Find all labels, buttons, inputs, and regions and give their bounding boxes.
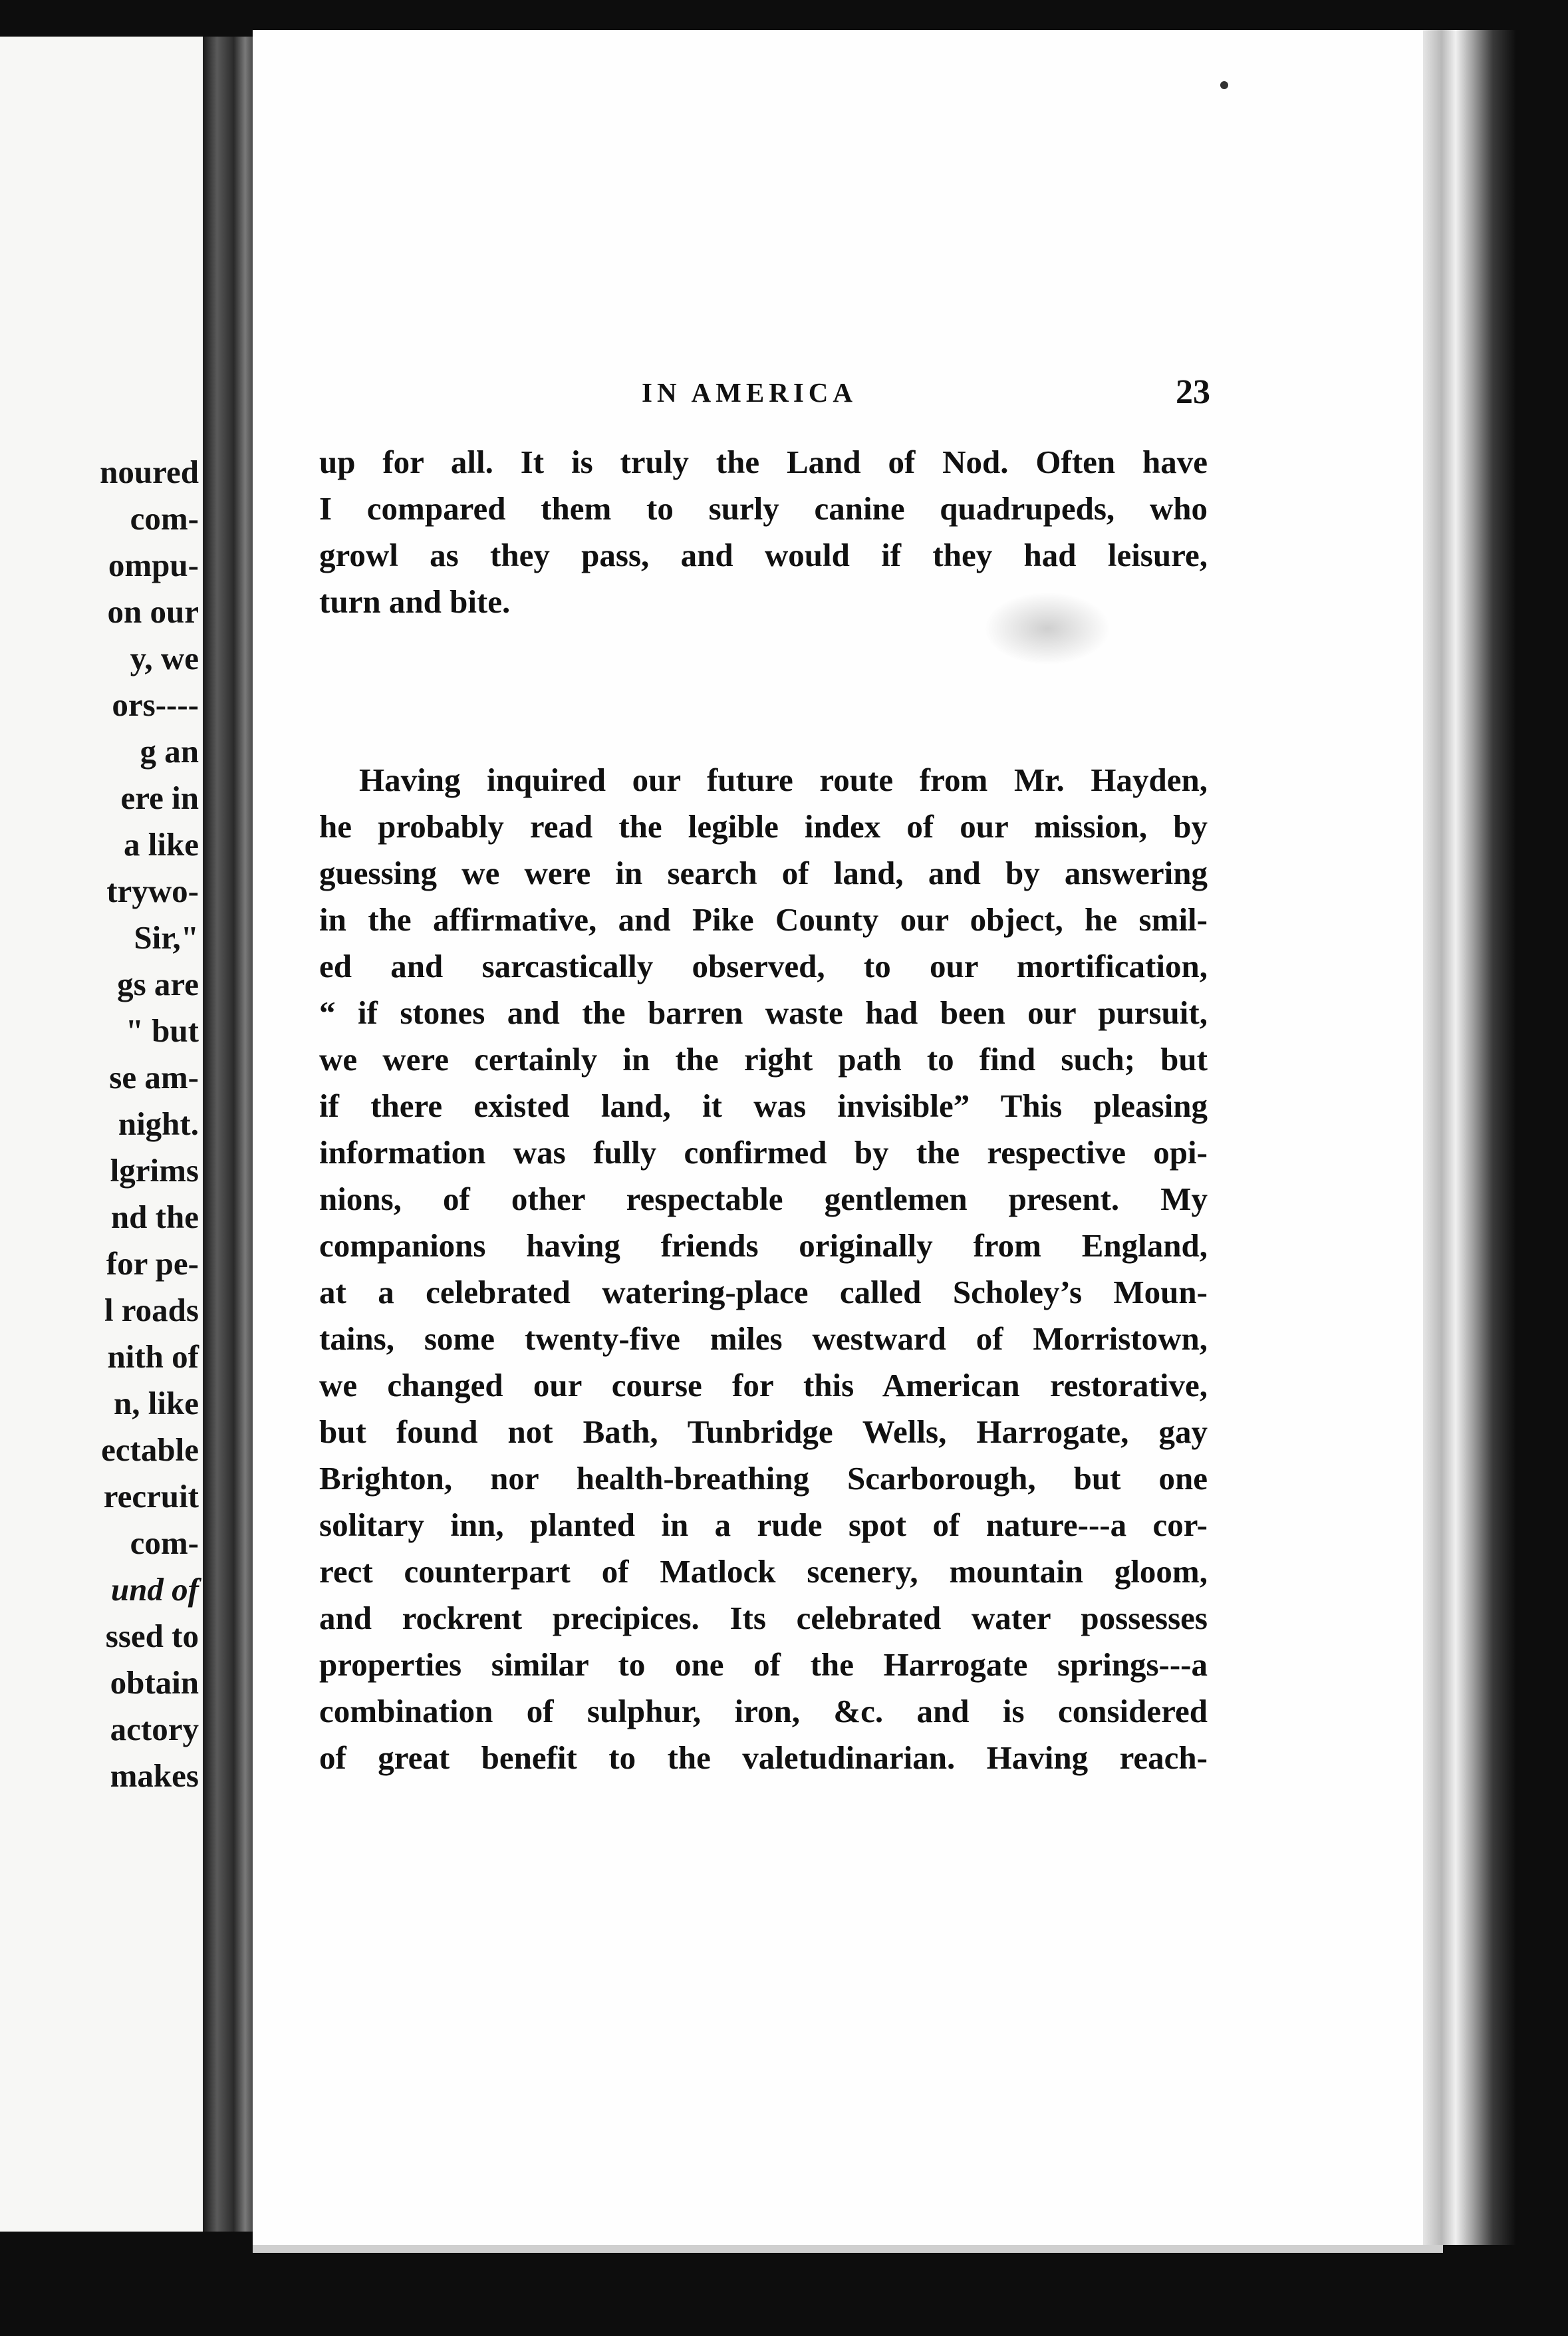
left-page-line: ssed to <box>105 1618 199 1654</box>
left-page-line: makes <box>110 1757 199 1794</box>
left-page-line: for pe- <box>106 1245 199 1282</box>
text-line: growl as they pass, and would if they had leisure, <box>319 537 1208 573</box>
left-page-line: l roads <box>104 1292 199 1328</box>
left-page-line: ere in <box>120 780 199 816</box>
left-page-line: n, like <box>114 1385 199 1421</box>
left-page-line: ompu- <box>108 547 199 583</box>
left-page-line: ors---- <box>112 686 199 723</box>
left-page-line: actory <box>110 1711 199 1747</box>
left-page-line: lgrims <box>110 1152 199 1189</box>
page-edge <box>1423 30 1516 2245</box>
left-page-line: trywo- <box>106 873 199 909</box>
text-line: if there existed land, it was invisible” This pleasing <box>319 1088 1208 1124</box>
running-head: IN AMERICA <box>642 377 857 408</box>
text-line: nions, of other respectable gentlemen present. My <box>319 1181 1208 1217</box>
left-page-line: ectable <box>101 1431 199 1468</box>
text-line: turn and bite. <box>319 583 511 620</box>
book-gutter <box>203 37 259 2232</box>
left-page-line: nd the <box>110 1199 199 1235</box>
left-page-line: recruit <box>103 1478 199 1515</box>
text-line: he probably read the legible index of our mission, by <box>319 808 1208 845</box>
left-page-line: com- <box>130 500 199 537</box>
left-page-line: night. <box>118 1105 199 1142</box>
text-line: at a celebrated watering-place called Scholey’s Moun- <box>319 1274 1208 1310</box>
text-line: in the affirmative, and Pike County our object, he smil- <box>319 901 1208 938</box>
text-line: but found not Bath, Tunbridge Wells, Harrogate, gay <box>319 1413 1208 1450</box>
text-line: of great benefit to the valetudinarian. Having reach- <box>319 1739 1208 1776</box>
text-line: “ if stones and the barren waste had been our pursuit, <box>319 994 1208 1031</box>
text-line: companions having friends originally from England, <box>319 1227 1208 1264</box>
text-line: we were certainly in the right path to find such; but <box>319 1041 1208 1078</box>
left-page-line: com- <box>130 1525 199 1561</box>
text-line: ed and sarcastically observed, to our mortification, <box>319 948 1208 984</box>
text-line: solitary inn, planted in a rude spot of nature---a cor- <box>319 1507 1208 1543</box>
text-line: we changed our course for this American restorative, <box>319 1367 1208 1403</box>
left-page-line: gs are <box>117 966 199 1002</box>
page-header <box>319 372 1210 412</box>
left-page-line: Sir," <box>134 919 199 956</box>
ink-spot <box>1220 81 1228 89</box>
text-line: guessing we were in search of land, and by answering <box>319 855 1208 891</box>
left-page-line: a like <box>124 826 199 863</box>
text-line: combination of sulphur, iron, &c. and is considered <box>319 1693 1208 1729</box>
text-line: rect counterpart of Matlock scenery, mountain gloom, <box>319 1553 1208 1590</box>
text-line: Having inquired our future route from Mr. Hayden, <box>359 762 1208 798</box>
text-line: up for all. It is truly the Land of Nod. Often have <box>319 444 1208 480</box>
left-page-line: on our <box>107 593 199 630</box>
left-page-line: nith of <box>107 1338 199 1375</box>
text-line: tains, some twenty-five miles westward of Morristown, <box>319 1320 1208 1357</box>
text-line: information was fully confirmed by the respective opi- <box>319 1134 1208 1171</box>
left-page-line: y, we <box>130 640 199 676</box>
text-line: properties similar to one of the Harrogate springs---a <box>319 1646 1208 1683</box>
text-line: Brighton, nor health-breathing Scarborough, but one <box>319 1460 1208 1497</box>
page-number: 23 <box>1176 373 1210 411</box>
text-line: and rockrent precipices. Its celebrated water possesses <box>319 1600 1208 1636</box>
text-line: I compared them to surly canine quadrupeds, who <box>319 490 1208 527</box>
left-page-line: g an <box>140 733 199 770</box>
left-page-line: noured <box>100 454 199 490</box>
left-page-line: obtain <box>110 1664 199 1701</box>
left-page-line: se am- <box>109 1059 199 1095</box>
left-facing-page <box>0 37 203 2232</box>
left-page-line: " but <box>125 1012 199 1049</box>
left-page-line: und of <box>110 1571 199 1608</box>
